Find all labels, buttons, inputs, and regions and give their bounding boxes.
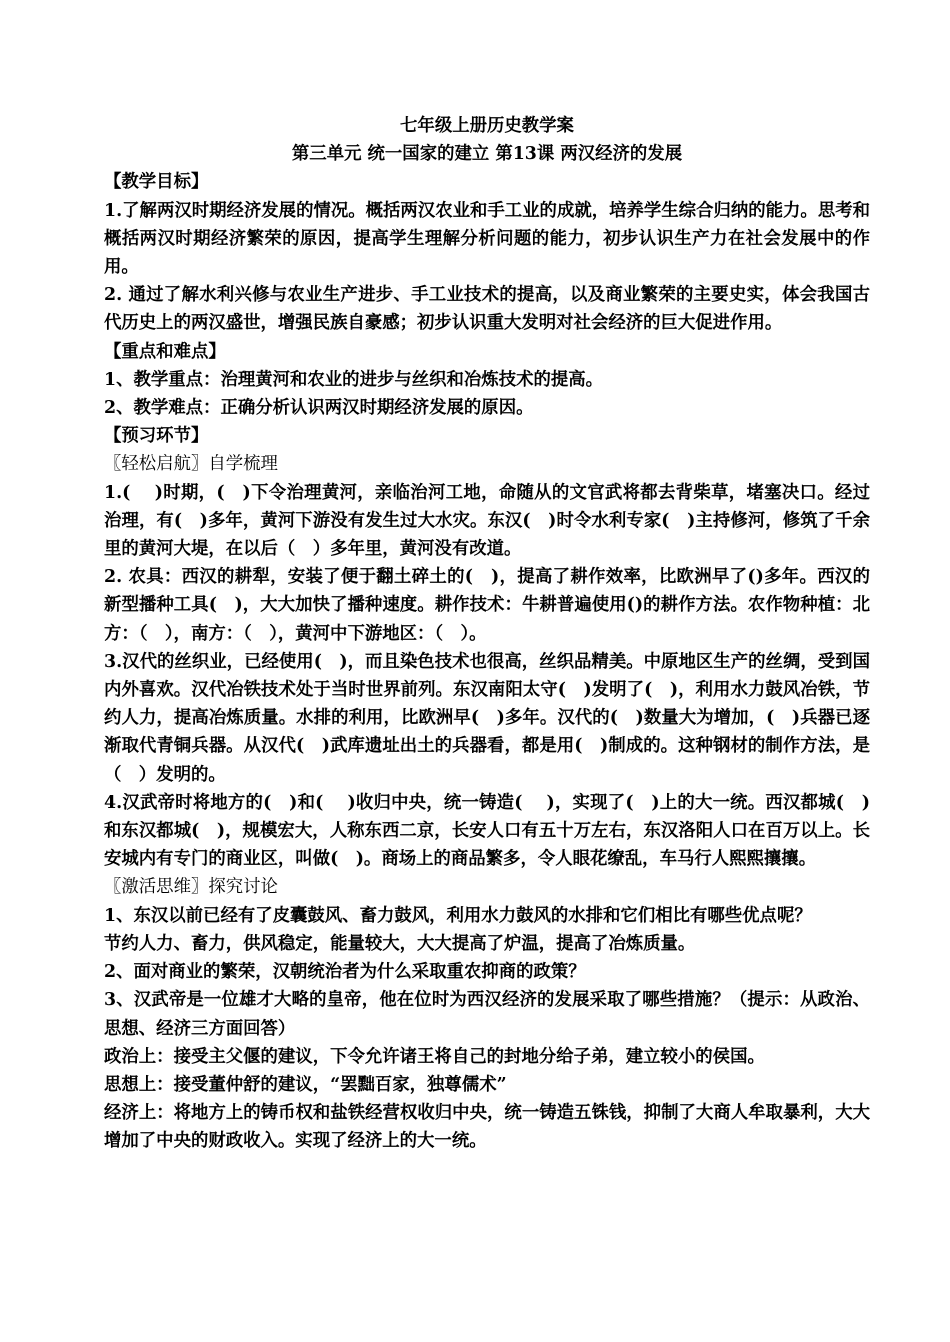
question-2: 2. 农具：西汉的耕犁，安装了便于翻土碎土的( )，提高了耕作效率，比欧洲早了()多年。西汉的新型播种工具( )，大大加快了播种速度。耕作技术：牛耕普遍使用()的耕作方法。农作物种植：北方：（ ），南方：（ ），黄河中下游地区：（ ）。 bbox=[104, 567, 870, 644]
discussion-2-question: 2、面对商业的繁荣，汉朝统治者为什么采取重农抑商的政策？ bbox=[104, 962, 586, 983]
subsection-discussion: 〖激活思维〗探究讨论 bbox=[104, 877, 278, 898]
subsection-self-study: 〖轻松启航〗自学梳理 bbox=[104, 454, 278, 475]
section-header-key-points: 【重点和难点】 bbox=[104, 341, 226, 362]
section-header-preview: 【预习环节】 bbox=[104, 426, 209, 447]
key-point-1: 1、教学重点：治理黄河和农业的进步与丝织和冶炼技术的提高。 bbox=[104, 369, 604, 390]
discussion-3-thought: 思想上：接受董仲舒的建议，“罢黜百家，独尊儒术” bbox=[104, 1074, 507, 1095]
discussion-1-question: 1、东汉以前已经有了皮囊鼓风、畜力鼓风，利用水力鼓风的水排和它们相比有哪些优点呢？ bbox=[104, 905, 812, 926]
discussion-1-answer: 节约人力、畜力，供风稳定，能量较大，大大提高了炉温，提高了冶炼质量。 bbox=[104, 933, 696, 954]
question-3: 3.汉代的丝织业，已经使用( )，而且染色技术也很高，丝织品精美。中原地区生产的丝绸，受到国内外喜欢。汉代冶铁技术处于当时世界前列。东汉南阳太守( )发明了( )，利用水力鼓风冶铁，节约人力，提高冶炼质量。水排的利用，比欧洲早( )多年。汉代的( )数量大为增加，( )兵器已逐渐取代青铜兵器。从汉代( )武库遗址出土的兵器看，都是用( )制成的。这种钢材的制作方法，是（ ）发明的。 bbox=[104, 651, 870, 785]
discussion-3-politics: 政治上：接受主父偃的建议，下令允许诸王将自己的封地分给子弟，建立较小的侯国。 bbox=[104, 1046, 765, 1067]
document-title: 七年级上册历史教学案 bbox=[400, 116, 574, 136]
goal-2: 2. 通过了解水利兴修与农业生产进步、手工业技术的提高，以及商业繁荣的主要史实，体会我国古代历史上的两汉盛世，增强民族自豪感；初步认识重大发明对社会经济的巨大促进作用。 bbox=[104, 285, 870, 334]
discussion-3-question: 3、汉武帝是一位雄才大略的皇帝，他在位时为西汉经济的发展采取了哪些措施？（提示：从政治、思想、经济三方面回答） bbox=[104, 990, 870, 1039]
key-point-2: 2、教学难点：正确分析认识两汉时期经济发展的原因。 bbox=[104, 398, 534, 419]
question-4: 4.汉武帝时将地方的( )和( )收归中央，统一铸造( )，实现了( )上的大一统。西汉都城( )和东汉都城( )，规模宏大，人称东西二京，长安人口有五十万左右，东汉洛阳人口在百万以上。长安城内有专门的商业区，叫做( )。商场上的商品繁多，令人眼花缭乱，车马行人熙熙攘攘。 bbox=[104, 792, 870, 870]
lesson-subtitle: 第三单元 统一国家的建立 第13课 两汉经济的发展 bbox=[291, 144, 683, 165]
section-header-goals: 【教学目标】 bbox=[104, 172, 209, 193]
discussion-3-economy: 经济上：将地方上的铸币权和盐铁经营权收归中央，统一铸造五铢钱，抑制了大商人牟取暴利，大大增加了中央的财政收入。实现了经济上的大一统。 bbox=[104, 1103, 870, 1152]
question-1: 1.( )时期，( )下令治理黄河，亲临治河工地，命随从的文官武将都去背柴草，堵塞决口。经过治理，有( )多年，黄河下游没有发生过大水灾。东汉( )时令水利专家( )主持修河，修筑了千余里的黄河大堤，在以后（ ）多年里，黄河没有改道。 bbox=[104, 482, 870, 560]
goal-1: 1.了解两汉时期经济发展的情况。概括两汉农业和手工业的成就，培养学生综合归纳的能力。思考和概括两汉时期经济繁荣的原因，提高学生理解分析问题的能力，初步认识生产力在社会发展中的作用。 bbox=[104, 200, 870, 278]
